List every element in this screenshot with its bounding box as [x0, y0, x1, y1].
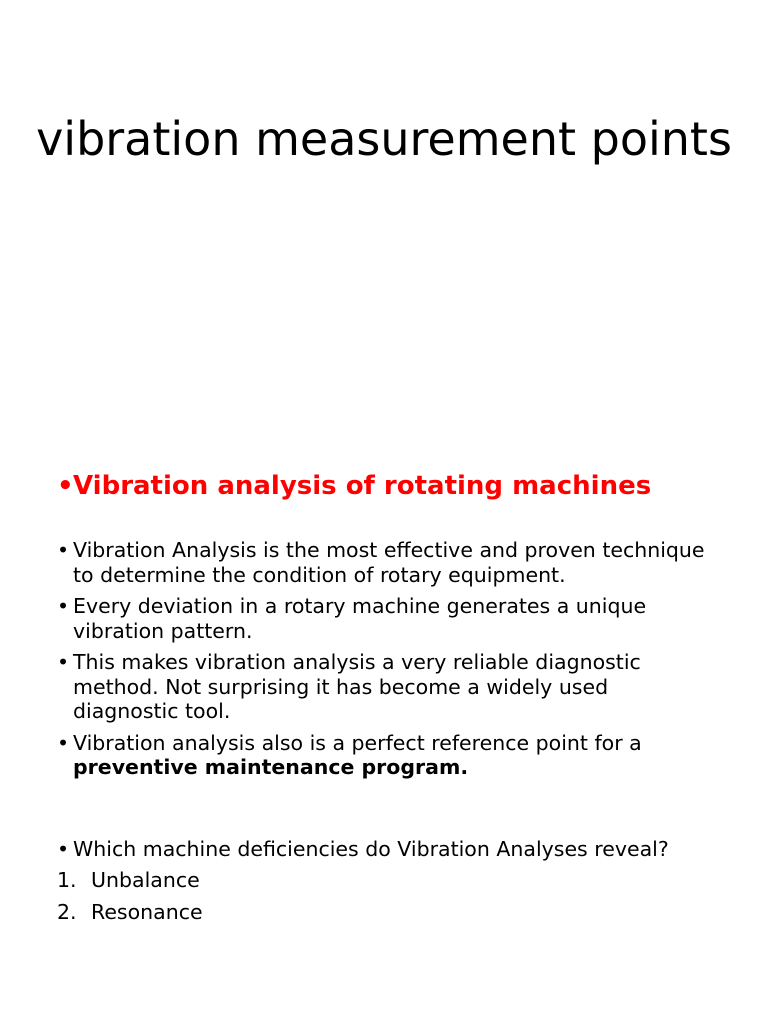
question-text: Which machine deficiencies do Vibration Analyses reveal? [73, 836, 669, 861]
reference-point-text: Vibration analysis also is a perfect reference point for a [73, 730, 642, 755]
bullet-glyph: • [57, 594, 70, 618]
slide-body [57, 470, 717, 931]
bullet-glyph: • [57, 650, 70, 674]
bullet-glyph: • [57, 471, 74, 501]
bullet-item [57, 594, 717, 643]
section-heading [57, 470, 717, 502]
bullet-text [73, 731, 717, 780]
item-number: 2. [57, 899, 77, 924]
bullet-item [57, 731, 717, 780]
item-label: Resonance [91, 899, 203, 924]
bullet-text: This makes vibration analysis a very reliable diagnostic method. Not surprising it has become a widely used diagnostic tool. [73, 650, 641, 723]
bullet-item [57, 538, 717, 587]
question-item [57, 837, 717, 862]
bullet-text: Vibration Analysis is the most effective and proven technique to determine the condition of rotary equipment. [73, 538, 705, 587]
bullet-glyph: • [57, 538, 70, 562]
item-label: Unbalance [91, 868, 200, 892]
numbered-item [57, 868, 717, 893]
bullet-text: Every deviation in a rotary machine generates a unique vibration pattern. [73, 594, 647, 643]
section-heading-text: Vibration analysis of rotating machines [73, 471, 652, 501]
numbered-item [57, 900, 717, 925]
item-number: 1. [57, 868, 77, 892]
bullet-glyph: • [57, 836, 70, 861]
reference-point-emphasis: preventive maintenance program. [73, 755, 469, 779]
bullet-item [57, 650, 717, 724]
slide-title: vibration measurement points [36, 112, 732, 166]
bullet-glyph: • [57, 730, 70, 755]
